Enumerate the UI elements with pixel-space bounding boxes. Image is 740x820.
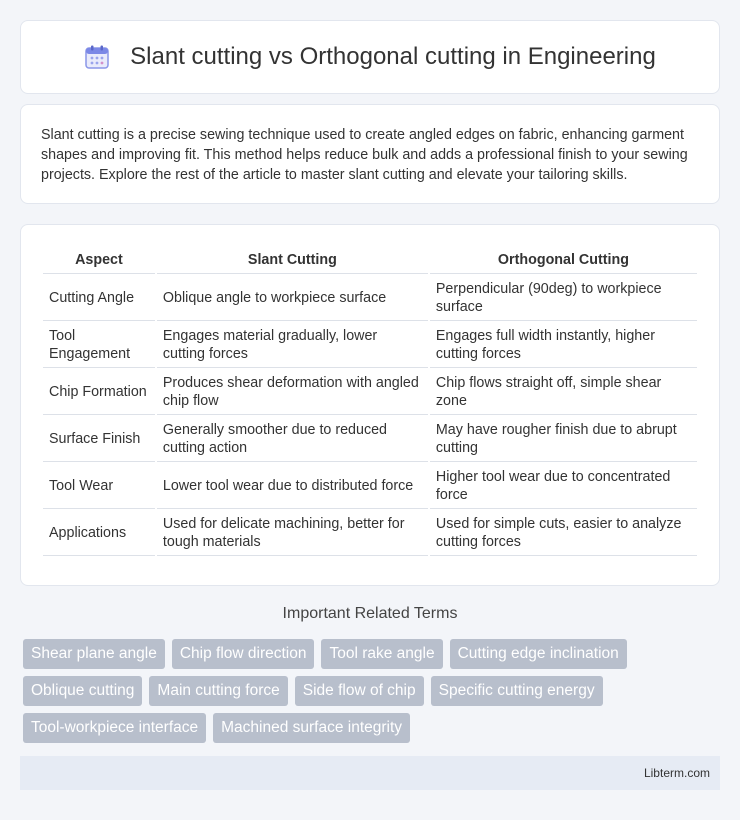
table-row <box>43 464 697 509</box>
table-cell-orthogonal: Higher tool wear due to concentrated force <box>430 464 697 509</box>
table-cell-slant: Generally smoother due to reduced cutting action <box>157 417 428 462</box>
table-cell-slant: Lower tool wear due to distributed force <box>157 464 428 509</box>
table-row <box>43 370 697 415</box>
related-term-tag[interactable]: Specific cutting energy <box>431 676 603 706</box>
calendar-icon <box>84 44 110 70</box>
table-row <box>43 276 697 321</box>
header-slant-cutting: Slant Cutting <box>157 245 428 274</box>
table-cell-aspect: Chip Formation <box>43 370 155 415</box>
related-term-tag[interactable]: Cutting edge inclination <box>450 639 627 669</box>
table-cell-slant: Produces shear deformation with angled chip flow <box>157 370 428 415</box>
comparison-table-card <box>20 224 720 586</box>
intro-text: Slant cutting is a precise sewing technique used to create angled edges on fabric, enhancing garment shapes and improving fit. This method helps reduce bulk and adds a professional finish to your sewing projects. Explore the rest of the article to master slant cutting and elevate your tailoring skills. <box>41 127 688 183</box>
related-term-tag[interactable]: Machined surface integrity <box>213 713 410 743</box>
title-card <box>20 20 720 94</box>
page-title: Slant cutting vs Orthogonal cutting in Engineering <box>130 43 656 70</box>
table-cell-orthogonal: May have rougher finish due to abrupt cutting <box>430 417 697 462</box>
related-term-tag[interactable]: Tool rake angle <box>321 639 442 669</box>
header-orthogonal-cutting: Orthogonal Cutting <box>430 245 697 274</box>
table-cell-aspect: Applications <box>43 511 155 556</box>
table-cell-aspect: Cutting Angle <box>43 276 155 321</box>
table-cell-aspect: Surface Finish <box>43 417 155 462</box>
related-term-tag[interactable]: Chip flow direction <box>172 639 315 669</box>
table-cell-orthogonal: Chip flows straight off, simple shear zone <box>430 370 697 415</box>
related-term-tag[interactable]: Tool-workpiece interface <box>23 713 206 743</box>
table-cell-aspect: Tool Wear <box>43 464 155 509</box>
intro-card <box>20 104 720 204</box>
table-header-row <box>43 245 697 274</box>
header-aspect: Aspect <box>43 245 155 274</box>
related-terms-list <box>23 639 723 750</box>
table-row <box>43 323 697 368</box>
related-term-tag[interactable]: Shear plane angle <box>23 639 165 669</box>
table-cell-orthogonal: Perpendicular (90deg) to workpiece surface <box>430 276 697 321</box>
table-cell-slant: Engages material gradually, lower cutting forces <box>157 323 428 368</box>
table-cell-orthogonal: Used for simple cuts, easier to analyze cutting forces <box>430 511 697 556</box>
table-cell-slant: Used for delicate machining, better for tough materials <box>157 511 428 556</box>
table-row <box>43 417 697 462</box>
table-row <box>43 511 697 556</box>
footer <box>20 756 720 790</box>
table-cell-orthogonal: Engages full width instantly, higher cutting forces <box>430 323 697 368</box>
comparison-table <box>41 243 699 558</box>
related-term-tag[interactable]: Side flow of chip <box>295 676 424 706</box>
related-term-tag[interactable]: Oblique cutting <box>23 676 142 706</box>
table-cell-slant: Oblique angle to workpiece surface <box>157 276 428 321</box>
related-terms-heading: Important Related Terms <box>282 605 458 622</box>
table-cell-aspect: Tool Engagement <box>43 323 155 368</box>
related-term-tag[interactable]: Main cutting force <box>149 676 287 706</box>
footer-brand-link[interactable]: Libterm.com <box>643 766 710 780</box>
